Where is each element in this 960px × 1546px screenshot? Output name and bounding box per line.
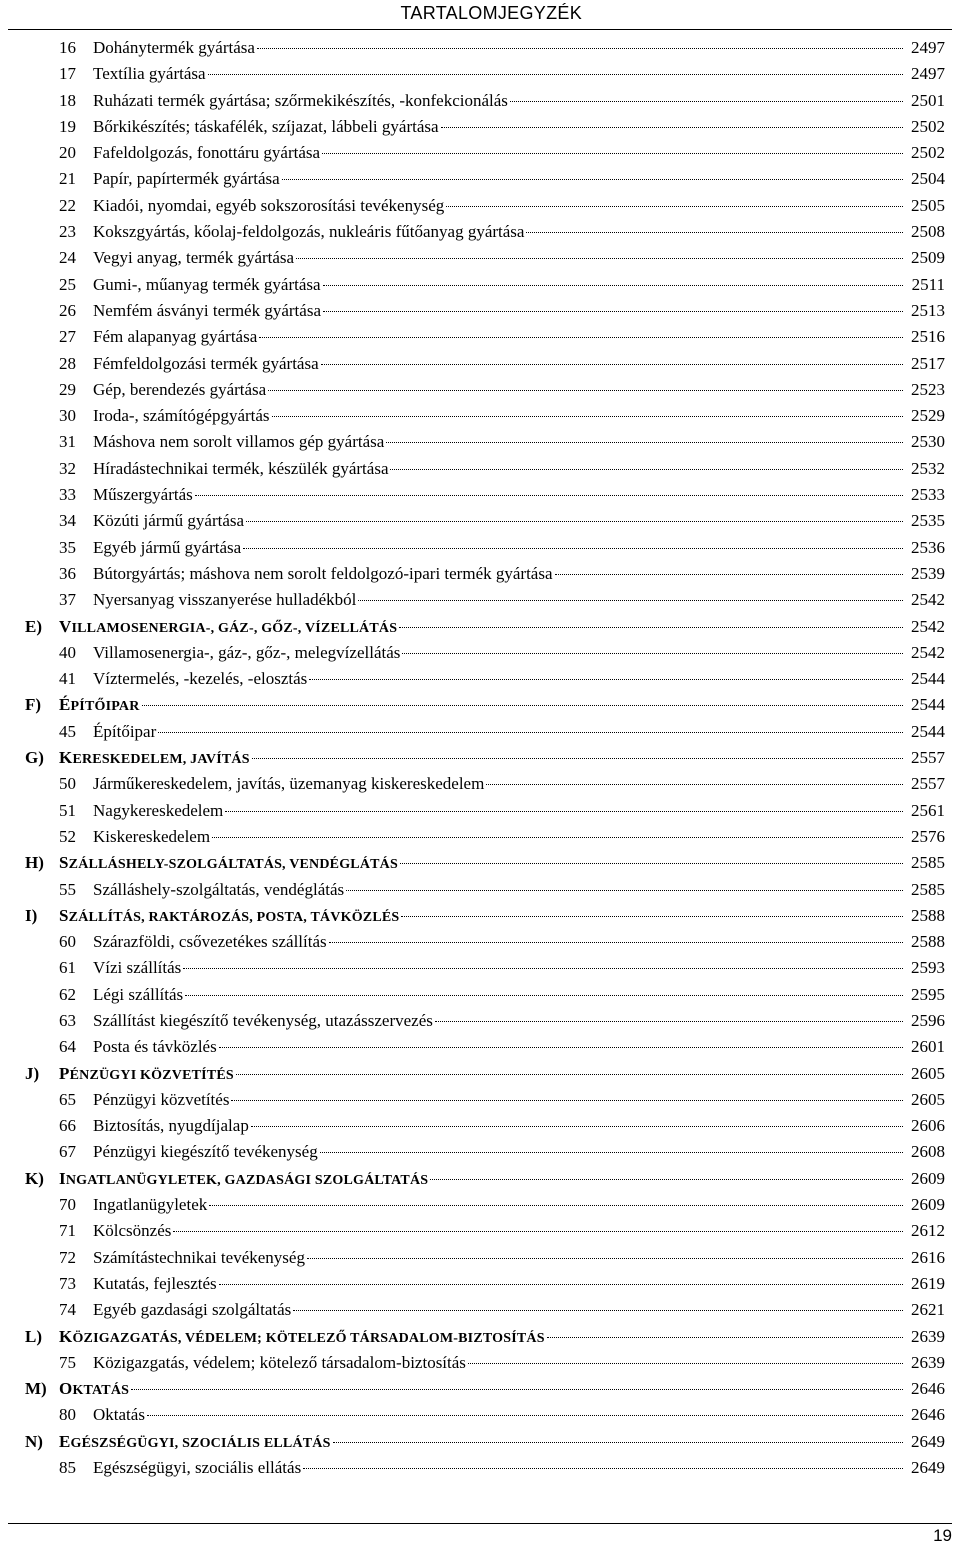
entry-page-number: 2530 (911, 432, 945, 452)
dot-leader (251, 1126, 903, 1127)
toc-entry[interactable] (25, 1245, 945, 1271)
entry-title: Fémfeldolgozási termék gyártása (93, 353, 319, 373)
dot-leader (402, 653, 903, 654)
toc-entry[interactable] (25, 88, 945, 114)
toc-entry[interactable] (25, 1402, 945, 1428)
toc-entry[interactable] (25, 824, 945, 850)
toc-section-entry[interactable] (25, 1376, 945, 1402)
dot-leader (142, 705, 903, 706)
toc-entry[interactable] (25, 1113, 945, 1139)
entry-title: Szárazföldi, csővezetékes szállítás (93, 932, 327, 952)
entry-page-number: 2588 (911, 932, 945, 952)
section-letter: N) (25, 1431, 43, 1451)
section-letter: L) (25, 1326, 42, 1346)
entry-page-number: 2639 (911, 1352, 945, 1372)
toc-entry[interactable] (25, 587, 945, 613)
entry-title: Pénzügyi közvetítés (93, 1089, 230, 1109)
entry-page-number: 2542 (911, 616, 945, 636)
dot-leader (435, 1021, 903, 1022)
entry-title: Posta és távközlés (93, 1037, 217, 1057)
table-of-contents (25, 35, 945, 1481)
toc-entry[interactable] (25, 1271, 945, 1297)
dot-leader (209, 1205, 903, 1206)
entry-page-number: 2619 (911, 1273, 945, 1293)
entry-title: Biztosítás, nyugdíjalap (93, 1116, 249, 1136)
dot-leader (131, 1389, 903, 1390)
toc-entry[interactable] (25, 929, 945, 955)
section-letter: M) (25, 1379, 47, 1399)
dot-leader (555, 574, 904, 575)
entry-page-number: 2502 (911, 143, 945, 163)
entry-title: Textília gyártása (93, 64, 206, 84)
entry-number: 85 (59, 1458, 76, 1478)
entry-number: 34 (59, 511, 76, 531)
toc-entry[interactable] (25, 1192, 945, 1218)
entry-title: Egyéb gazdasági szolgáltatás (93, 1300, 292, 1320)
entry-page-number: 2497 (911, 64, 945, 84)
entry-page-number: 2532 (911, 458, 945, 478)
dot-leader (185, 995, 903, 996)
dot-leader (386, 442, 903, 443)
dot-leader (147, 1415, 903, 1416)
entry-page-number: 2605 (911, 1063, 945, 1083)
entry-number: 50 (59, 774, 76, 794)
entry-page-number: 2561 (911, 800, 945, 820)
dot-leader (323, 285, 903, 286)
entry-title: VILLAMOSENERGIA-, GÁZ-, GŐZ-, VÍZELLÁTÁS (59, 616, 398, 636)
toc-section-entry[interactable] (25, 850, 945, 876)
toc-entry[interactable] (25, 482, 945, 508)
toc-entry[interactable] (25, 877, 945, 903)
entry-title: INGATLANÜGYLETEK, GAZDASÁGI SZOLGÁLTATÁS (59, 1168, 429, 1188)
entry-number: 25 (59, 274, 76, 294)
entry-number: 70 (59, 1195, 76, 1215)
toc-entry[interactable] (25, 324, 945, 350)
dot-leader (303, 1468, 903, 1469)
toc-entry[interactable] (25, 1455, 945, 1481)
dot-leader (390, 469, 903, 470)
entry-title: Egészségügyi, szociális ellátás (93, 1458, 302, 1478)
entry-title: SZÁLLÍTÁS, RAKTÁROZÁS, POSTA, TÁVKÖZLÉS (59, 905, 400, 925)
entry-number: 36 (59, 563, 76, 583)
entry-title: Villamosenergia-, gáz-, gőz-, melegvízellátás (93, 642, 401, 662)
entry-page-number: 2542 (911, 642, 945, 662)
dot-leader (231, 1100, 903, 1101)
entry-page-number: 2649 (911, 1458, 945, 1478)
dot-leader (307, 1258, 903, 1259)
entry-number: 74 (59, 1300, 76, 1320)
entry-number: 45 (59, 721, 76, 741)
entry-page-number: 2608 (911, 1142, 945, 1162)
dot-leader (257, 48, 903, 49)
entry-page-number: 2557 (911, 748, 945, 768)
entry-number: 18 (59, 90, 76, 110)
dot-leader (268, 390, 903, 391)
toc-entry[interactable] (25, 640, 945, 666)
entry-title: Vegyi anyag, termék gyártása (93, 248, 295, 268)
dot-leader (547, 1337, 903, 1338)
entry-number: 72 (59, 1247, 76, 1267)
entry-title: Víztermelés, -kezelés, -elosztás (93, 669, 308, 689)
toc-entry[interactable] (25, 193, 945, 219)
entry-title: KÖZIGAZGATÁS, VÉDELEM; KÖTELEZŐ TÁRSADALOM-BIZTOSÍTÁS (59, 1326, 545, 1346)
dot-leader (526, 232, 903, 233)
entry-page-number: 2595 (911, 984, 945, 1004)
entry-number: 41 (59, 669, 76, 689)
dot-leader (320, 1152, 903, 1153)
entry-number: 62 (59, 984, 76, 1004)
toc-entry[interactable] (25, 272, 945, 298)
entry-title: Fém alapanyag gyártása (93, 327, 258, 347)
entry-number: 32 (59, 458, 76, 478)
entry-title: Kutatás, fejlesztés (93, 1273, 217, 1293)
section-letter: E) (25, 616, 42, 636)
entry-page-number: 2497 (911, 38, 945, 57)
dot-leader (296, 258, 903, 259)
entry-title: EGÉSZSÉGÜGYI, SZOCIÁLIS ELLÁTÁS (59, 1431, 331, 1451)
entry-number: 17 (59, 64, 76, 84)
entry-number: 37 (59, 590, 76, 610)
entry-page-number: 2596 (911, 1010, 945, 1030)
dot-leader (446, 206, 903, 207)
dot-leader (329, 942, 903, 943)
entry-title: ÉPÍTŐIPAR (59, 695, 140, 715)
entry-page-number: 2535 (911, 511, 945, 531)
dot-leader (401, 916, 903, 917)
toc-entry[interactable] (25, 377, 945, 403)
toc-entry[interactable] (25, 1034, 945, 1060)
entry-title: Bútorgyártás; máshova nem sorolt feldolgozó-ipari termék gyártása (93, 563, 553, 583)
entry-number: 63 (59, 1010, 76, 1030)
entry-page-number: 2523 (911, 379, 945, 399)
toc-entry[interactable] (25, 1350, 945, 1376)
entry-page-number: 2606 (911, 1116, 945, 1136)
entry-page-number: 2576 (911, 826, 945, 846)
toc-entry[interactable] (25, 719, 945, 745)
entry-title: Iroda-, számítógépgyártás (93, 406, 270, 426)
toc-entry[interactable] (25, 456, 945, 482)
entry-page-number: 2533 (911, 485, 945, 505)
entry-page-number: 2588 (911, 905, 945, 925)
section-letter: I) (25, 905, 38, 925)
toc-entry[interactable] (25, 298, 945, 324)
entry-number: 26 (59, 300, 76, 320)
toc-entry[interactable] (25, 1087, 945, 1113)
toc-section-entry[interactable] (25, 745, 945, 771)
entry-page-number: 2501 (911, 90, 945, 110)
entry-title: Építőipar (93, 721, 157, 741)
entry-number: 21 (59, 169, 76, 189)
toc-section-entry[interactable] (25, 614, 945, 640)
entry-title: Járműkereskedelem, javítás, üzemanyag kiskereskedelem (93, 774, 485, 794)
dot-leader (158, 732, 903, 733)
entry-title: OKTATÁS (59, 1379, 130, 1399)
entry-number: 28 (59, 353, 76, 373)
entry-title: Dohánytermék gyártása (93, 38, 255, 57)
entry-number: 66 (59, 1116, 76, 1136)
entry-title: Gumi-, műanyag termék gyártása (93, 274, 321, 294)
dot-leader (259, 337, 903, 338)
dot-leader (399, 627, 903, 628)
entry-title: Szállítást kiegészítő tevékenység, utazásszervezés (93, 1010, 433, 1030)
entry-page-number: 2616 (911, 1247, 945, 1267)
entry-number: 71 (59, 1221, 76, 1241)
entry-number: 19 (59, 116, 76, 136)
entry-number: 55 (59, 879, 76, 899)
entry-title: Kokszgyártás, kőolaj-feldolgozás, nukleáris fűtőanyag gyártása (93, 222, 525, 242)
entry-title: Pénzügyi kiegészítő tevékenység (93, 1142, 318, 1162)
dot-leader (468, 1363, 903, 1364)
entry-page-number: 2609 (911, 1195, 945, 1215)
entry-page-number: 2509 (911, 248, 945, 268)
entry-title: Légi szállítás (93, 984, 184, 1004)
entry-title: Oktatás (93, 1405, 145, 1425)
section-letter: G) (25, 748, 44, 768)
entry-title: Nemfém ásványi termék gyártása (93, 300, 321, 320)
toc-section-entry[interactable] (25, 1061, 945, 1087)
entry-page-number: 2585 (911, 879, 945, 899)
entry-page-number: 2508 (911, 222, 945, 242)
entry-title: SZÁLLÁSHELY-SZOLGÁLTATÁS, VENDÉGLÁTÁS (59, 853, 398, 873)
toc-entry[interactable] (25, 114, 945, 140)
dot-leader (183, 968, 903, 969)
entry-title: Egyéb jármű gyártása (93, 537, 242, 557)
dot-leader (309, 679, 903, 680)
entry-number: 61 (59, 958, 76, 978)
entry-page-number: 2593 (911, 958, 945, 978)
entry-number: 31 (59, 432, 76, 452)
toc-entry[interactable] (25, 666, 945, 692)
dot-leader (243, 548, 903, 549)
toc-entry[interactable] (25, 798, 945, 824)
entry-page-number: 2639 (911, 1326, 945, 1346)
entry-page-number: 2646 (911, 1379, 945, 1399)
entry-title: KERESKEDELEM, JAVÍTÁS (59, 748, 250, 768)
entry-number: 65 (59, 1089, 76, 1109)
toc-entry[interactable] (25, 403, 945, 429)
toc-entry[interactable] (25, 140, 945, 166)
toc-entry[interactable] (25, 1297, 945, 1323)
entry-number: 33 (59, 485, 76, 505)
dot-leader (346, 890, 903, 891)
entry-page-number: 2517 (911, 353, 945, 373)
dot-leader (510, 101, 903, 102)
entry-page-number: 2585 (911, 853, 945, 873)
toc-entry[interactable] (25, 955, 945, 981)
dot-leader (293, 1310, 903, 1311)
toc-section-entry[interactable] (25, 903, 945, 929)
page-header-title: TARTALOMJEGYZÉK (400, 3, 582, 23)
toc-section-entry[interactable] (25, 692, 945, 718)
dot-leader (321, 364, 903, 365)
dot-leader (272, 416, 903, 417)
entry-title: Gép, berendezés gyártása (93, 379, 267, 399)
dot-leader (400, 863, 903, 864)
toc-entry[interactable] (25, 535, 945, 561)
entry-page-number: 2612 (911, 1221, 945, 1241)
entry-page-number: 2542 (911, 590, 945, 610)
toc-entry[interactable] (25, 1008, 945, 1034)
entry-title: Kölcsönzés (93, 1221, 172, 1241)
entry-number: 80 (59, 1405, 76, 1425)
entry-page-number: 2646 (911, 1405, 945, 1425)
entry-number: 35 (59, 537, 76, 557)
entry-page-number: 2529 (911, 406, 945, 426)
entry-title: Vízi szállítás (93, 958, 182, 978)
entry-number: 64 (59, 1037, 76, 1057)
entry-title: PÉNZÜGYI KÖZVETÍTÉS (59, 1063, 234, 1083)
entry-number: 24 (59, 248, 76, 268)
entry-page-number: 2513 (911, 300, 945, 320)
dot-leader (323, 311, 903, 312)
entry-page-number: 2502 (911, 116, 945, 136)
entry-title: Nagykereskedelem (93, 800, 224, 820)
section-letter: K) (25, 1168, 44, 1188)
entry-page-number: 2516 (911, 327, 945, 347)
entry-page-number: 2605 (911, 1089, 945, 1109)
entry-page-number: 2544 (911, 721, 945, 741)
entry-title: Műszergyártás (93, 485, 193, 505)
dot-leader (208, 74, 903, 75)
entry-number: 16 (59, 38, 76, 57)
entry-title: Közúti jármű gyártása (93, 511, 245, 531)
toc-section-entry[interactable] (25, 1166, 945, 1192)
section-letter: J) (25, 1063, 40, 1083)
entry-title: Közigazgatás, védelem; kötelező társadalom-biztosítás (93, 1352, 466, 1372)
section-letter: H) (25, 853, 44, 873)
entry-page-number: 2511 (911, 274, 945, 294)
dot-leader (358, 600, 903, 601)
entry-number: 23 (59, 222, 76, 242)
dot-leader (195, 495, 903, 496)
entry-title: Ruházati termék gyártása; szőrmekikészítés, -konfekcionálás (93, 90, 508, 110)
entry-title: Máshova nem sorolt villamos gép gyártása (93, 432, 385, 452)
page-number: 19 (933, 1526, 952, 1545)
dot-leader (246, 521, 903, 522)
dot-leader (225, 811, 903, 812)
entry-number: 67 (59, 1142, 76, 1162)
dot-leader (486, 784, 903, 785)
entry-number: 60 (59, 932, 76, 952)
entry-page-number: 2609 (911, 1168, 945, 1188)
toc-entry[interactable] (25, 771, 945, 797)
entry-page-number: 2557 (911, 774, 945, 794)
entry-page-number: 2544 (911, 695, 945, 715)
entry-number: 29 (59, 379, 76, 399)
header-divider (8, 29, 952, 30)
toc-entry[interactable] (25, 219, 945, 245)
dot-leader (212, 837, 903, 838)
toc-entry[interactable] (25, 351, 945, 377)
section-letter: F) (25, 695, 42, 715)
dot-leader (333, 1442, 903, 1443)
footer-divider (8, 1523, 952, 1524)
toc-entry[interactable] (25, 61, 945, 87)
dot-leader (322, 153, 903, 154)
toc-entry[interactable] (25, 982, 945, 1008)
dot-leader (441, 127, 903, 128)
toc-entry[interactable] (25, 429, 945, 455)
dot-leader (173, 1231, 903, 1232)
entry-title: Ingatlanügyletek (93, 1195, 208, 1215)
entry-number: 22 (59, 195, 76, 215)
dot-leader (236, 1074, 903, 1075)
entry-title: Kiadói, nyomdai, egyéb sokszorosítási tevékenység (93, 195, 445, 215)
entry-page-number: 2505 (911, 195, 945, 215)
toc-entry[interactable] (25, 508, 945, 534)
toc-section-entry[interactable] (25, 1324, 945, 1350)
toc-section-entry[interactable] (25, 1429, 945, 1455)
dot-leader (430, 1179, 903, 1180)
entry-page-number: 2649 (911, 1431, 945, 1451)
entry-page-number: 2621 (911, 1300, 945, 1320)
entry-number: 40 (59, 642, 76, 662)
entry-title: Szálláshely-szolgáltatás, vendéglátás (93, 879, 345, 899)
entry-title: Számítástechnikai tevékenység (93, 1247, 305, 1267)
dot-leader (219, 1284, 903, 1285)
entry-title: Nyersanyag visszanyerése hulladékból (93, 590, 357, 610)
entry-title: Fafeldolgozás, fonottáru gyártása (93, 143, 321, 163)
entry-number: 75 (59, 1352, 76, 1372)
toc-entry[interactable] (25, 166, 945, 192)
entry-title: Papír, papírtermék gyártása (93, 169, 280, 189)
toc-entry[interactable] (25, 35, 945, 61)
entry-page-number: 2539 (911, 563, 945, 583)
entry-number: 52 (59, 826, 76, 846)
entry-number: 51 (59, 800, 76, 820)
toc-entry[interactable] (25, 245, 945, 271)
entry-title: Bőrkikészítés; táskafélék, szíjazat, lábbeli gyártása (93, 116, 439, 136)
entry-page-number: 2504 (911, 169, 945, 189)
toc-entry[interactable] (25, 1218, 945, 1244)
entry-number: 73 (59, 1273, 76, 1293)
dot-leader (252, 758, 903, 759)
entry-number: 30 (59, 406, 76, 426)
entry-page-number: 2536 (911, 537, 945, 557)
entry-page-number: 2601 (911, 1037, 945, 1057)
entry-number: 20 (59, 143, 76, 163)
entry-page-number: 2544 (911, 669, 945, 689)
entry-number: 27 (59, 327, 76, 347)
entry-title: Híradástechnikai termék, készülék gyártása (93, 458, 389, 478)
toc-entry[interactable] (25, 1139, 945, 1165)
dot-leader (219, 1047, 903, 1048)
dot-leader (282, 179, 903, 180)
toc-entry[interactable] (25, 561, 945, 587)
entry-title: Kiskereskedelem (93, 826, 211, 846)
